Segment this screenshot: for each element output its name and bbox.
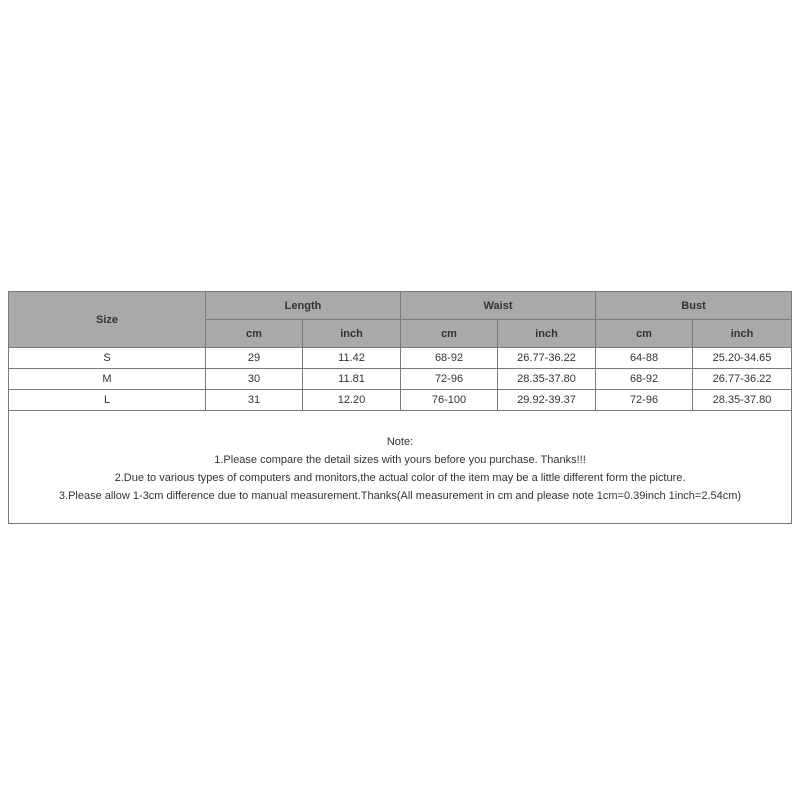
waist-inch-cell: 29.92-39.37: [498, 390, 596, 411]
size-header: Size: [9, 292, 206, 348]
length-cm-cell: 30: [206, 369, 303, 390]
size-cell: S: [9, 348, 206, 369]
bust-inch-header: inch: [693, 320, 792, 348]
waist-header: Waist: [401, 292, 596, 320]
length-inch-cell: 11.42: [303, 348, 401, 369]
size-cell: L: [9, 390, 206, 411]
notes-title: Note:: [386, 436, 414, 448]
header-row-groups: [9, 292, 792, 320]
waist-inch-header: inch: [498, 320, 596, 348]
bust-cm-cell: 72-96: [596, 390, 693, 411]
waist-inch-cell: 28.35-37.80: [498, 369, 596, 390]
bust-cm-cell: 68-92: [596, 369, 693, 390]
table-row: [9, 369, 792, 390]
table-row: [9, 348, 792, 369]
length-cm-cell: 31: [206, 390, 303, 411]
waist-cm-cell: 72-96: [401, 369, 498, 390]
notes-panel: [9, 411, 792, 524]
notes-row: [9, 411, 792, 524]
size-chart-table: [8, 291, 792, 524]
length-inch-header: inch: [303, 320, 401, 348]
bust-cm-cell: 64-88: [596, 348, 693, 369]
waist-cm-cell: 68-92: [401, 348, 498, 369]
table-row: [9, 390, 792, 411]
note-line-1: 1.Please compare the detail sizes with yours before you purchase. Thanks!!!: [214, 454, 586, 466]
waist-cm-header: cm: [401, 320, 498, 348]
length-header: Length: [206, 292, 401, 320]
bust-inch-cell: 28.35-37.80: [693, 390, 792, 411]
length-cm-cell: 29: [206, 348, 303, 369]
length-inch-cell: 11.81: [303, 369, 401, 390]
size-cell: M: [9, 369, 206, 390]
bust-cm-header: cm: [596, 320, 693, 348]
bust-inch-cell: 26.77-36.22: [693, 369, 792, 390]
waist-cm-cell: 76-100: [401, 390, 498, 411]
bust-inch-cell: 25.20-34.65: [693, 348, 792, 369]
length-cm-header: cm: [206, 320, 303, 348]
note-line-2: 2.Due to various types of computers and monitors,the actual color of the item may be a little different form the picture.: [114, 472, 686, 484]
length-inch-cell: 12.20: [303, 390, 401, 411]
bust-header: Bust: [596, 292, 792, 320]
note-line-3: 3.Please allow 1-3cm difference due to manual measurement.Thanks(All measurement in cm and please note 1cm=0.39inch 1inch=2.54cm): [58, 490, 742, 502]
waist-inch-cell: 26.77-36.22: [498, 348, 596, 369]
